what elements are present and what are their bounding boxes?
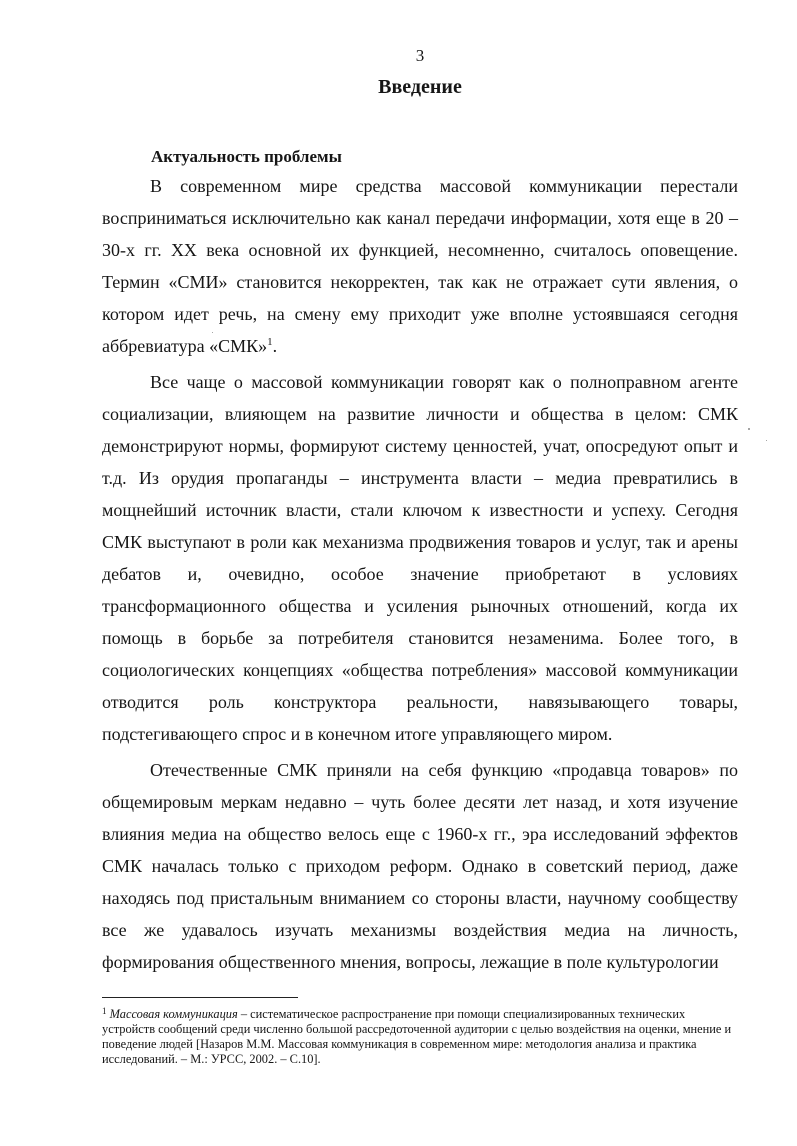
scan-speck: [748, 428, 750, 430]
paragraph-1-tail: .: [272, 336, 278, 356]
paragraph-3: Отечественные СМК приняли на себя функцию «продавца товаров» по общемировым меркам недавно – чуть более десяти лет назад, и хотя изучение влияния медиа на общество велось еще с 1960-х гг., эра исследований эффектов СМК началась только с приходом реформ. Однако в советский период, даже находясь под пристальным вниманием со стороны власти, научному сообществу все же удавалось изучать механизмы воздействия медиа на личность, формирования общественного мнения, вопросы, лежащие в поле культурологии: [102, 760, 738, 972]
section-subheading: Актуальность проблемы: [151, 147, 342, 166]
page-title: Введение: [378, 76, 462, 98]
footnote-term: Массовая коммуникация: [109, 1007, 238, 1021]
footnote-text: – систематическое распространение при помощи специализированных технических устройств сообщений среди численно большой рассредоточенной аудитории с целью воздействия на оценки, мнение и поведение людей [Назаров М.М. Массовая коммуникация в современном мире: методология анализа и практика исследований. – М.: УРСС, 2002. – С.10].: [102, 1007, 732, 1066]
paragraph-2: Все чаще о массовой коммуникации говорят как о полноправном агенте социализации, влияющем на развитие личности и общества в целом: СМК демонстрируют нормы, формируют систему ценностей, учат, опосредуют опыт и т.д. Из орудия пропаганды – инструмента власти – медиа превратились в мощнейший источник власти, стали ключом к известности и успеху. Сегодня СМК выступают в роли как механизма продвижения товаров и услуг, так и арены дебатов и, очевидно, особое значение приобретают в условиях трансформационного общества и усиления рыночных отношений, когда их помощь в борьбе за потребителя становится незаменима. Более того, в социологических концепциях «общества потребления» массовой коммуникации отводится роль конструктора реальности, навязывающего товары, подстегивающего спрос и в конечном итоге управляющего миром.: [102, 372, 738, 744]
scan-speck: [212, 332, 213, 333]
scan-speck: [766, 440, 767, 441]
body-text: [102, 170, 738, 978]
paragraph-1: [102, 170, 738, 362]
footnote-reference[interactable]: 1: [267, 336, 273, 348]
footnote: [102, 1007, 732, 1067]
footnote-separator: [102, 997, 298, 998]
paragraph-1-text: В современном мире средства массовой коммуникации перестали восприниматься исключительно как канал передачи информации, хотя еще в 20 – 30-х гг. XX века основной их функцией, несомненно, считалось оповещение. Термин «СМИ» становится некорректен, так как не отражает сути явления, о котором идет речь, на смену ему приходит уже вполне устоявшаяся сегодня аббревиатура «СМК»: [102, 176, 738, 356]
page-number: 3: [415, 46, 425, 65]
footnote-marker: 1: [102, 1006, 107, 1016]
